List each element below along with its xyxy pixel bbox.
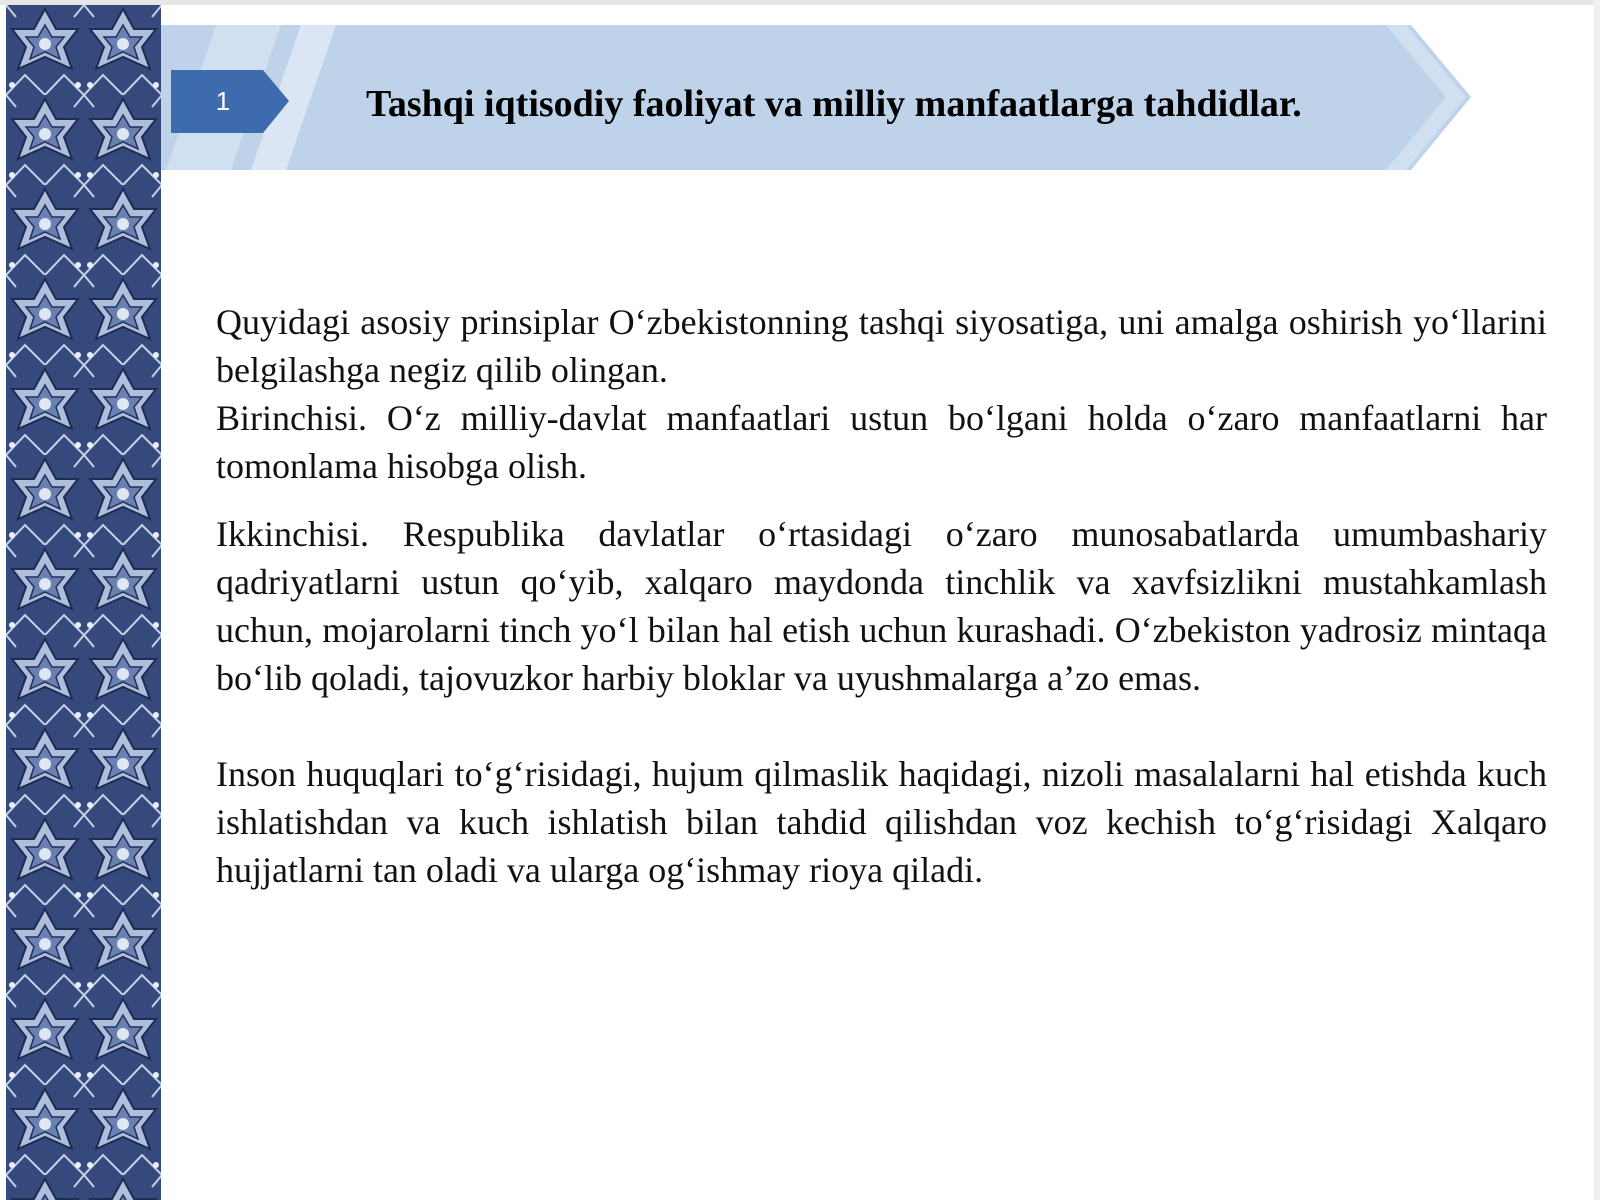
title-banner bbox=[161, 25, 1471, 175]
geometric-pattern-graphic bbox=[6, 5, 161, 1200]
slide-title: Tashqi iqtisodiy faoliyat va milliy manfaatlarga tahdidlar. bbox=[366, 83, 1302, 125]
right-border bbox=[1594, 0, 1600, 1200]
slide-content bbox=[216, 298, 1547, 894]
paragraph-intro: Quyidagi asosiy prinsiplar O‘zbekistonning tashqi siyosatiga, uni amalga oshirish yo‘llarini belgilashga negiz qilib olingan. bbox=[216, 302, 1547, 390]
paragraph-international-documents: Inson huquqlari to‘g‘risidagi, hujum qilmaslik haqidagi, nizoli masalalarni hal etishda kuch ishlatishdan va kuch ishlatish bilan tahdid qilishdan voz kechish to‘g‘risidagi Xalqaro hujjatlarni tan oladi va ularga og‘ishmay rioya qiladi. bbox=[216, 754, 1547, 890]
paragraph-second-principle: Ikkinchisi. Respublika davlatlar o‘rtasidagi o‘zaro munosabatlarda umumbashariy qadriyatlarni ustun qo‘yib, xalqaro maydonda tinchlik va xavfsizlikni mustahkamlash uchun, mojarolarni tinch yo‘l bilan hal etish uchun kurashadi. O‘zbekiston yadrosiz mintaqa bo‘lib qoladi, tajovuzkor harbiy bloklar va uyushmalarga a’zo emas. bbox=[216, 514, 1547, 698]
paragraph-first-principle: Birinchisi. O‘z milliy-davlat manfaatlari ustun bo‘lgani holda o‘zaro manfaatlarni har tomonlama hisobga olish. bbox=[216, 398, 1547, 486]
decorative-side-pattern bbox=[6, 5, 161, 1200]
slide-number-badge: 1 bbox=[215, 86, 231, 116]
top-border bbox=[0, 0, 1600, 5]
